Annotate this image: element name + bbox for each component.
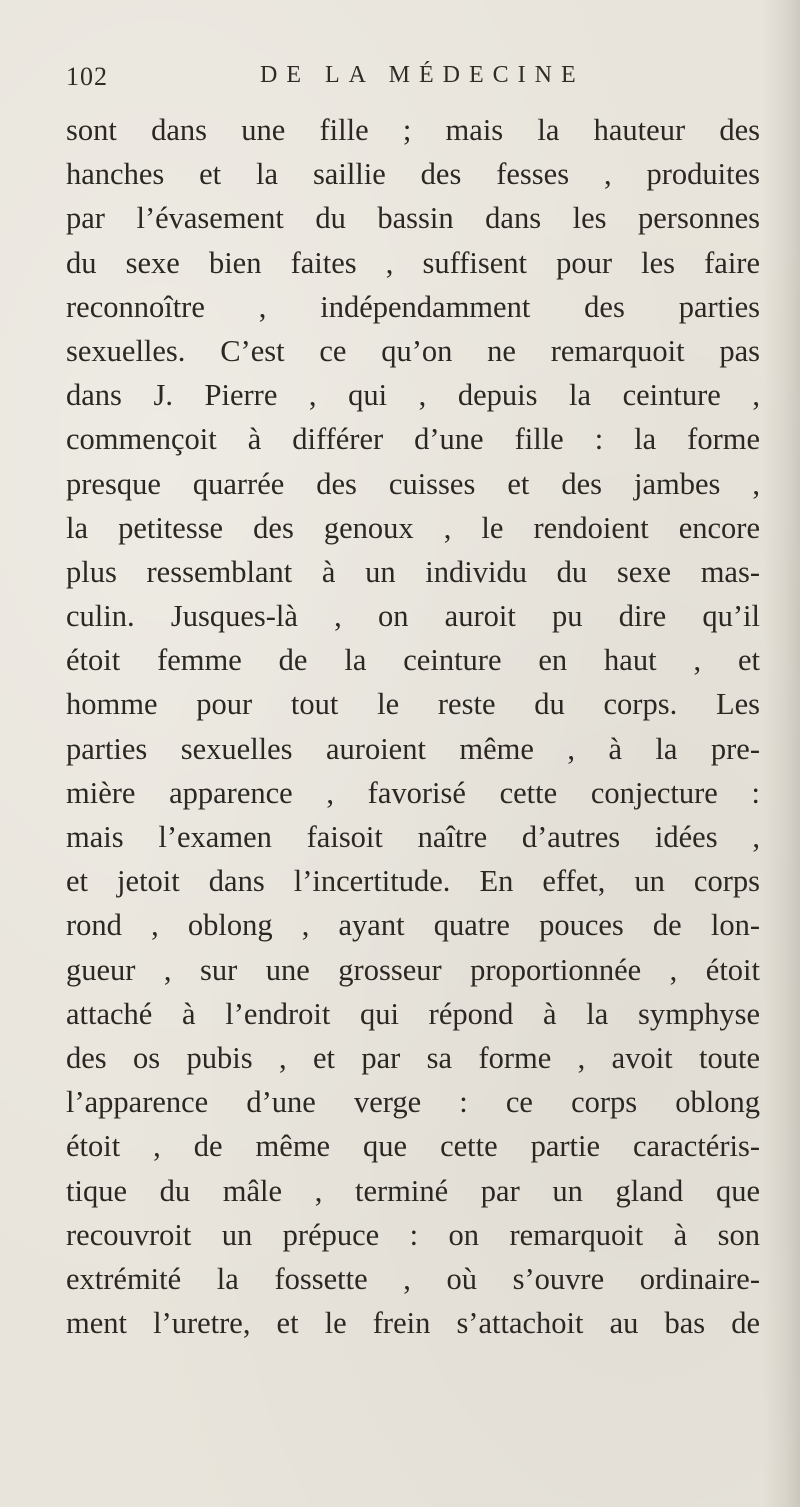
text-line: reconnoître , indépendamment des parties [66,289,760,324]
running-head: DE LA MÉDECINE [260,62,585,88]
text-line: parties sexuelles auroient même , à la pre- [66,731,760,766]
text-line: extrémité la fossette , où s’ouvre ordinaire- [66,1261,760,1296]
text-line: étoit femme de la ceinture en haut , et [66,643,760,678]
text-line: par l’évasement du bassin dans les personnes [66,201,760,236]
text-line: sexuelles. C’est ce qu’on ne remarquoit pas [66,333,760,368]
page-number: 102 [66,62,108,91]
text-line: ment l’uretre, et le frein s’attachoit au bas de [66,1306,760,1341]
text-line: rond , oblong , ayant quatre pouces de lon- [66,908,760,943]
text-line: gueur , sur une grosseur proportionnée , étoit [66,952,760,987]
text-line: presque quarrée des cuisses et des jambes , [66,466,760,501]
text-line: mais l’examen faisoit naître d’autres idées , [66,820,760,854]
text-line: homme pour tout le reste du corps. Les [66,687,760,722]
text-line: attaché à l’endroit qui répond à la symphyse [66,996,760,1031]
text-line: dans J. Pierre , qui , depuis la ceinture , [66,378,760,413]
text-line: et jetoit dans l’incertitude. En effet, un corps [66,864,760,899]
text-line: l’apparence d’une verge : ce corps oblong [66,1085,760,1120]
text-line: mière apparence , favorisé cette conjecture : [66,775,760,810]
text-line: culin. Jusques-là , on auroit pu dire qu’il [66,599,760,634]
text-line: plus ressemblant à un individu du sexe mas- [66,554,760,589]
text-line: commençoit à différer d’une fille : la forme [66,422,760,457]
page-edge-shadow [762,0,800,1507]
text-line: étoit , de même que cette partie caractéris- [66,1129,760,1164]
text-line: tique du mâle , terminé par un gland que [66,1173,760,1208]
text-line: des os pubis , et par sa forme , avoit toute [66,1040,760,1075]
text-line: sont dans une fille ; mais la hauteur des [66,113,760,147]
page-header [66,62,756,102]
body-text [66,108,760,1345]
text-line: du sexe bien faites , suffisent pour les faire [66,245,760,280]
text-line: hanches et la saillie des fesses , produites [66,157,760,192]
text-line: recouvroit un prépuce : on remarquoit à son [66,1217,760,1252]
text-line: la petitesse des genoux , le rendoient encore [66,510,760,545]
